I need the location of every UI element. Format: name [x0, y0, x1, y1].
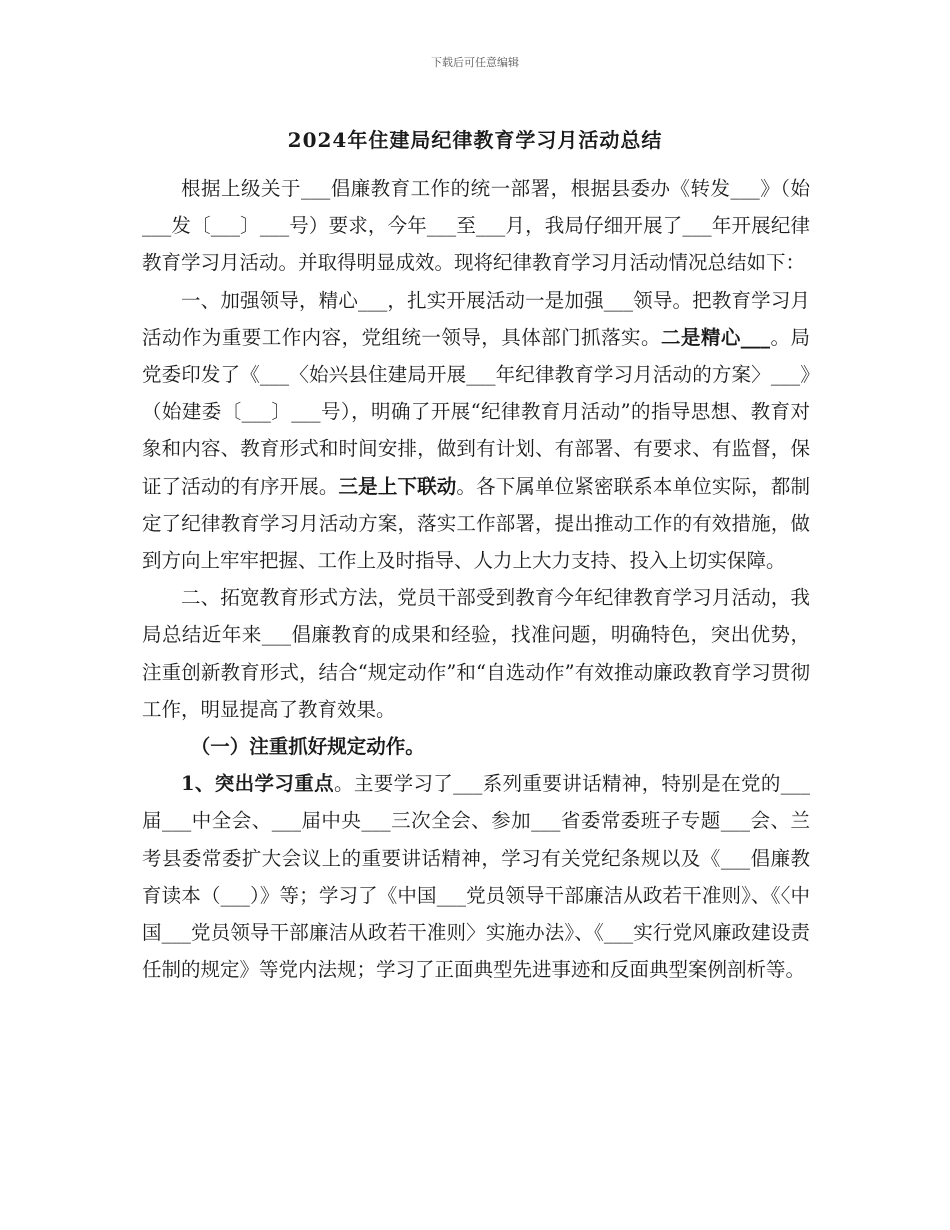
paragraph-item-one	[142, 765, 810, 988]
paragraph-section-one	[142, 282, 810, 580]
section-one-bold-d: 三是上下联动	[338, 474, 457, 498]
paragraph-section-two: 二、拓宽教育形式方法，党员干部受到教育今年纪律教育学习月活动，我局总结近年来___倡廉教育的成果和经验，找准问题，明确特色，突出优势，注重创新教育形式，结合“规定动作”和“自选动作”有效推动廉政教育学习贯彻工作，明显提高了教育效果。	[142, 586, 810, 721]
item-one-text: 。主要学习了___系列重要讲话精神，特别是在党的___届___中全会、___届中央___三次全会、参加___省委常委班子专题___会、兰考县委常委扩大会议上的重要讲话精神，学习有关党纪条规以及《___倡廉教育读本（___）》等；学习了《中国___党员领导干部廉洁从政若干准则》、《〈中国___党员领导干部廉洁从政若干准则〉实施办法》、《___实行党风廉政建设责任制的规定》等党内法规；学习了正面典型先进事迹和反面典型案例剖析等。	[142, 772, 810, 982]
subheading-one: （一）注重抓好规定动作。	[190, 735, 425, 759]
section-one-bold-b: 二是精心___	[660, 325, 771, 349]
section-one-text-c: 。局党委印发了《___〈始兴县住建局开展___年纪律教育学习月活动的方案〉___》（始建委〔___〕___号），明确了开展“纪律教育月活动”的指导思想、教育对象和内容、教育形式和时间安排，做到有计划、有部署、有要求、有监督，保证了活动的有序开展。	[142, 325, 810, 498]
section-one-text-a: 一、加强领导，精心___，扎实开展活动一是加强___领导。把教育学习月活动作为重要工作内容，党组统一领导，具体部门抓落实。	[142, 288, 810, 349]
document-title: 2024年住建局纪律教育学习月活动总结	[287, 128, 663, 152]
section-one-text-e: 。各下属单位紧密联系本单位实际，都制定了纪律教育学习月活动方案，落实工作部署，提出推动工作的有效措施，做到方向上牢牢把握、工作上及时指导、人力上大力支持、投入上切实保障。	[142, 474, 810, 573]
paragraph-intro: 根据上级关于___倡廉教育工作的统一部署，根据县委办《转发___》（始___发〔___〕___号）要求，今年___至___月，我局仔细开展了___年开展纪律教育学习月活动。并取得明显成效。现将纪律教育学习月活动情况总结如下：	[142, 177, 810, 275]
item-one-bold-title: 1、突出学习重点	[181, 772, 334, 796]
document-body	[142, 170, 810, 988]
header-note: 下载后可任意编辑	[431, 56, 519, 69]
